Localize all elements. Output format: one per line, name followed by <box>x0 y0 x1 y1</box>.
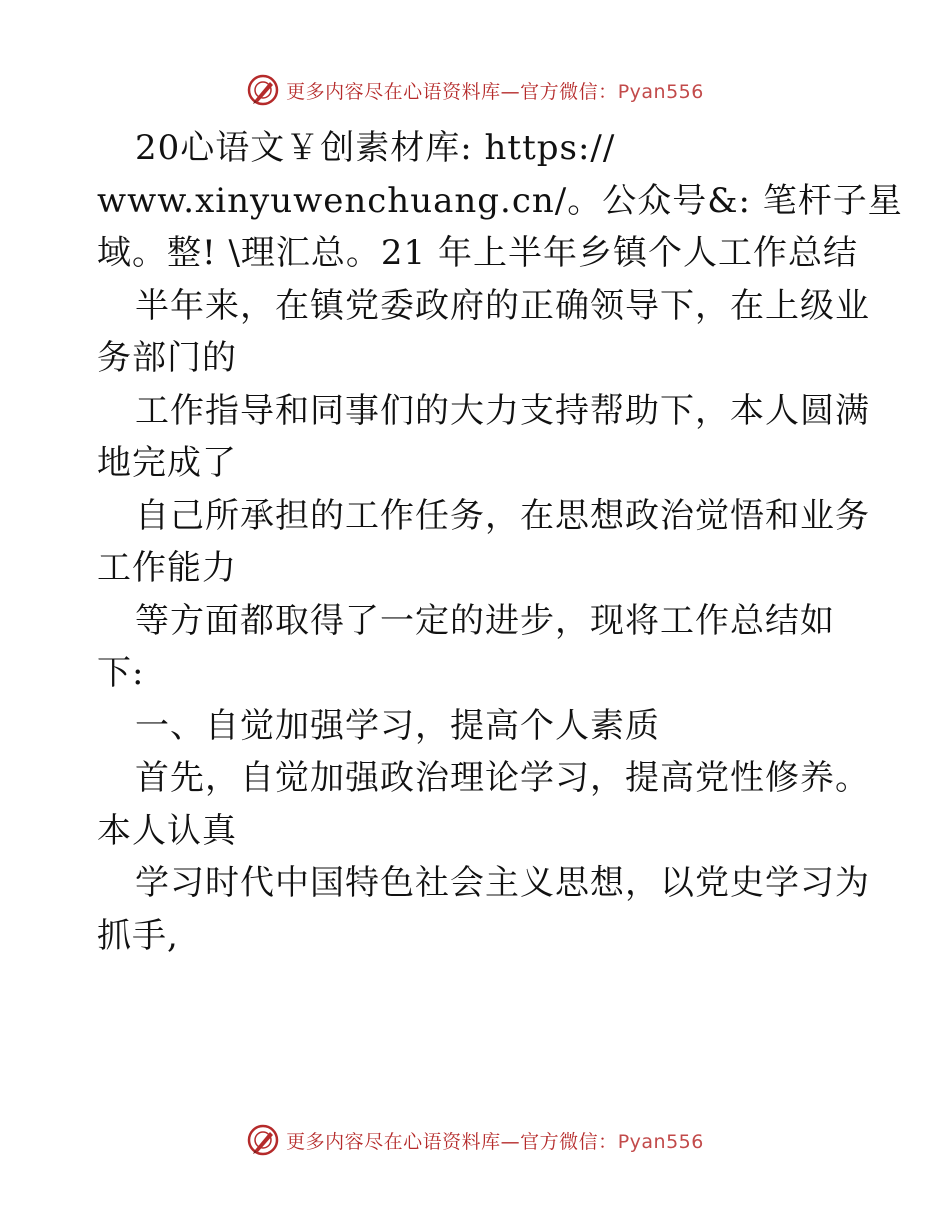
document-line: 首先，自觉加强政治理论学习，提高党性修养。 <box>135 758 870 798</box>
footer-watermark <box>0 1120 950 1160</box>
document-line: 本人认真 <box>97 810 237 851</box>
watermark-brand: 更多内容尽在心语资料库— <box>286 80 521 103</box>
document-line: 半年来，在镇党委政府的正确领导下，在上级业 <box>135 285 870 326</box>
watermark-wechat-id: Pyan556 <box>617 1130 704 1153</box>
watermark-wechat-id: Pyan556 <box>617 80 704 103</box>
watermark-wechat-label: 官方微信： <box>520 80 618 103</box>
document-line: 抓手, <box>97 915 179 956</box>
watermark-text <box>286 77 704 104</box>
document-line: 下: <box>97 653 145 693</box>
document-line: 自己所承担的工作任务，在思想政治觉悟和业务 <box>135 495 870 536</box>
document-line: 一、自觉加强学习，提高个人素质 <box>135 705 660 746</box>
watermark-text <box>286 1127 704 1154</box>
document-line: 域。整! \理汇总。21 年上半年乡镇个人工作总结 <box>97 233 858 273</box>
watermark-wechat-label: 官方微信： <box>520 1130 618 1153</box>
document-line: www.xinyuwenchuang.cn/。公众号&: 笔杆子星 <box>97 180 903 221</box>
document-line: 学习时代中国特色社会主义思想，以党史学习为 <box>135 863 870 903</box>
document-line: 工作能力 <box>97 548 237 588</box>
document-line: 等方面都取得了一定的进步，现将工作总结如 <box>135 600 835 641</box>
document-line: 地完成了 <box>97 443 237 483</box>
document-line: 20心语文￥创素材库: https:// <box>135 128 616 168</box>
header-watermark <box>0 70 950 110</box>
document-line: 工作指导和同事们的大力支持帮助下，本人圆满 <box>135 390 870 431</box>
document-body <box>97 122 903 962</box>
pen-circle-logo-icon <box>246 1123 280 1157</box>
document-line: 务部门的 <box>97 338 237 378</box>
pen-circle-logo-icon <box>246 73 280 107</box>
watermark-brand: 更多内容尽在心语资料库— <box>286 1130 521 1153</box>
